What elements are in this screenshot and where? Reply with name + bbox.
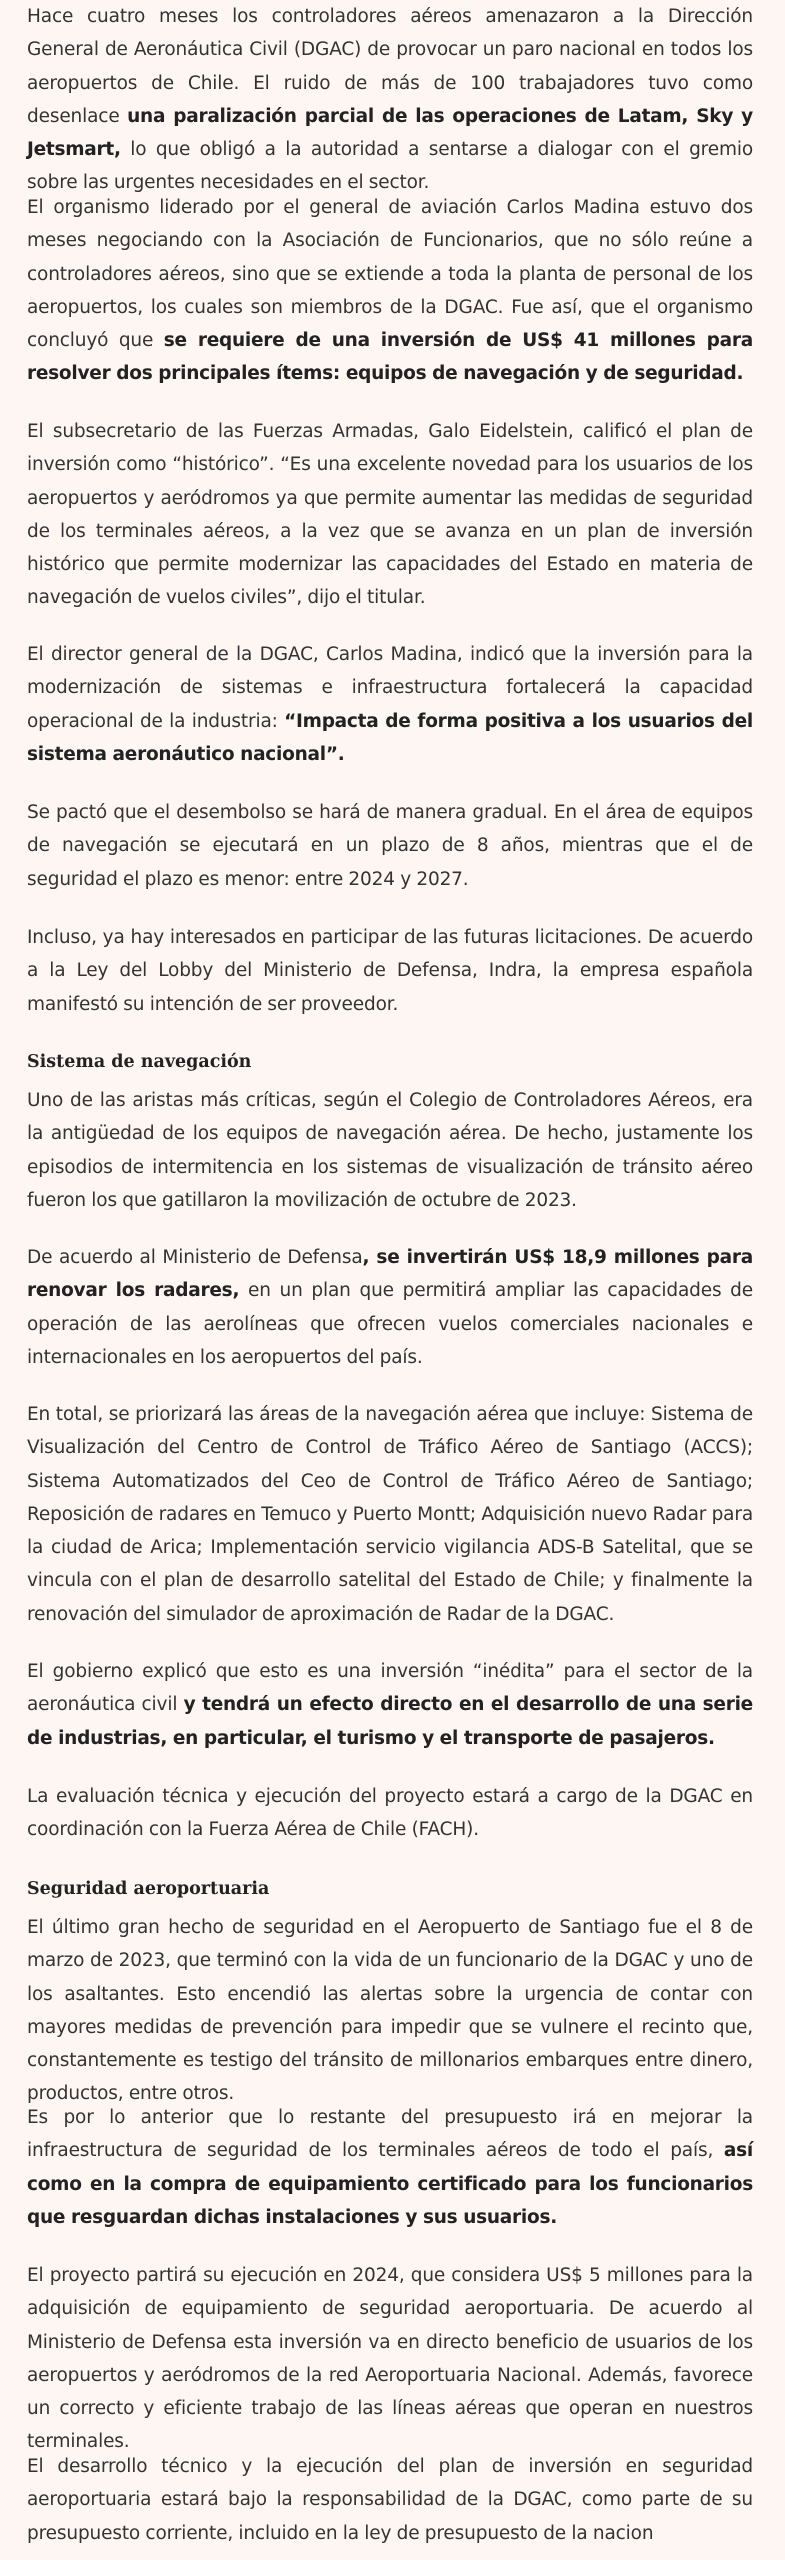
paragraph-remaining-budget <box>27 2101 753 2234</box>
text-run: Incluso, ya hay interesados en participar de las futuras licitaciones. De acuerdo a la Ley del Lobby del Ministerio de Defensa, Indra, la empresa española manifestó su intención de ser proveedor. <box>27 927 753 1015</box>
paragraph-disbursement <box>27 796 753 896</box>
paragraph-navigation-equipment <box>27 1084 753 1217</box>
paragraph-technical-evaluation <box>27 1780 753 1847</box>
bold-run: y tendrá un efecto directo en el desarrollo de una serie de industrias, en particular, el turismo y el transporte de pasajeros. <box>27 1694 753 1749</box>
paragraph-priority-areas <box>27 1398 753 1631</box>
text-run: De acuerdo al Ministerio de Defensa <box>27 1247 363 1268</box>
text-run: El último gran hecho de seguridad en el Aeropuerto de Santiago fue el 8 de marzo de 2023, que terminó con la vida de un funcionario de la DGAC y uno de los asaltantes. Esto encendió las alertas sobre la urgencia de contar con mayores medidas de prevención para impedir que se vulnere el recinto que, constantemente es testigo del tránsito de millonarios embarques entre dinero, productos, entre otros. <box>27 1917 753 2105</box>
paragraph-director-quote <box>27 638 753 771</box>
heading-airport-security: Seguridad aeroportuaria <box>27 1879 270 1899</box>
heading-navigation-system: Sistema de navegación <box>27 1052 252 1072</box>
paragraph-negotiation <box>27 191 753 391</box>
text-run: Hace cuatro meses los controladores aéreos amenazaron a la Dirección General de Aeronáutica Civil (DGAC) de provocar un paro nacional en todos los aeropuertos de Chile. El ruido de más de 100 trabajadores tuvo como desenlace <box>27 6 753 127</box>
text-run: En total, se priorizará las áreas de la navegación aérea que incluye: Sistema de Visualización del Centro de Control de Tráfico Aéreo de Santiago (ACCS); Sistema Automatizados del Ceo de Control de Tráfico Aéreo de Santiago; Reposición de radares en Temuco y Puerto Montt; Adquisición nuevo Radar para la ciudad de Arica; Implementación servicio vigilancia ADS-B Satelital, que se vincula con el plan de desarrollo satelital del Estado de Chile; y finalmente la renovación del simulador de aproximación de Radar de la DGAC. <box>27 1404 753 1625</box>
text-run: lo que obligó a la autoridad a sentarse a dialogar con el gremio sobre las urgentes necesidades en el sector. <box>27 139 753 194</box>
text-run: El organismo liderado por el general de aviación Carlos Madina estuvo dos meses negociando con la Asociación de Funcionarios, que no sólo reúne a controladores aéreos, sino que se extiende a toda la planta de personal de los aeropuertos, los cuales son miembros de la DGAC. Fue así, que el organismo concluyó que <box>27 197 753 352</box>
text-run: El desarrollo técnico y la ejecución del plan de inversión en seguridad aeroportuaria estará bajo la responsabilidad de la DGAC, como parte de su presupuesto corriente, incluido en la ley de presupuesto de la nacion <box>27 2456 753 2544</box>
text-run: Es por lo anterior que lo restante del presupuesto irá en mejorar la infraestructura de seguridad de los terminales aéreos de todo el país, <box>27 2107 753 2162</box>
text-run: El proyecto partirá su ejecución en 2024, que considera US$ 5 millones para la adquisición de equipamiento de seguridad aeroportuaria. De acuerdo al Ministerio de Defensa esta inversión va en directo beneficio de usuarios de los aeropuertos y aeródromos de la red Aeroportuaria Nacional. Además, favorece un correcto y eficiente trabajo de las líneas aéreas que operan en nuestros terminales. <box>27 2265 753 2453</box>
text-run: en un plan que permitirá ampliar las capacidades de operación de las aerolíneas que ofrecen vuelos comerciales nacionales e internacionales en los aeropuertos del país. <box>27 1280 754 1368</box>
paragraph-strike-threat <box>27 0 753 200</box>
bold-run: , se invertirán US$ 18,9 millones para renovar los radares, <box>27 1247 753 1302</box>
paragraph-security-incident <box>27 1911 753 2111</box>
paragraph-radar-investment <box>27 1241 753 1374</box>
text-run: Uno de las aristas más críticas, según el Colegio de Controladores Aéreos, era la antigüedad de los equipos de navegación aérea. De hecho, justamente los episodios de intermitencia en los sistemas de visualización de tránsito aéreo fueron los que gatillaron la movilización de octubre de 2023. <box>27 1090 753 1211</box>
text-run: Se pactó que el desembolso se hará de manera gradual. En el área de equipos de navegación se ejecutará en un plazo de 8 años, mientras que el de seguridad el plazo es menor: entre 2024 y 2027. <box>27 802 753 890</box>
bold-run: se requiere de una inversión de US$ 41 millones para resolver dos principales ítems: equipos de navegación y de seguridad. <box>27 330 754 385</box>
paragraph-subsecretary-quote <box>27 415 753 615</box>
bold-run: “Impacta de forma positiva a los usuarios del sistema aeronáutico nacional”. <box>27 710 753 765</box>
text-run: La evaluación técnica y ejecución del proyecto estará a cargo de la DGAC en coordinación con la Fuerza Aérea de Chile (FACH). <box>27 1786 753 1841</box>
text-run: El subsecretario de las Fuerzas Armadas, Galo Eidelstein, calificó el plan de inversión como “histórico”. “Es una excelente novedad para los usuarios de los aeropuertos y aeródromos ya que permite aumentar las medidas de seguridad de los terminales aéreos, a la vez que se avanza en un plan de inversión histórico que permite modernizar las capacidades del Estado en materia de navegación de vuelos civiles”, dijo el titular. <box>27 421 753 609</box>
text-run: El gobierno explicó que esto es una inversión “inédita” para el sector de la aeronáutica civil <box>27 1661 753 1716</box>
paragraph-responsibility <box>27 2450 753 2550</box>
paragraph-tenders <box>27 921 753 1021</box>
bold-run: así como en la compra de equipamiento certificado para los funcionarios que resguardan dichas instalaciones y sus usuarios. <box>27 2140 753 2228</box>
paragraph-unprecedented-investment <box>27 1655 753 1755</box>
bold-run: una paralización parcial de las operaciones de Latam, Sky y Jetsmart, <box>27 105 753 161</box>
text-run: El director general de la DGAC, Carlos Madina, indicó que la inversión para la modernización de sistemas e infraestructura fortalecerá la capacidad operacional de la industria: <box>27 644 753 732</box>
paragraph-project-start <box>27 2259 753 2459</box>
